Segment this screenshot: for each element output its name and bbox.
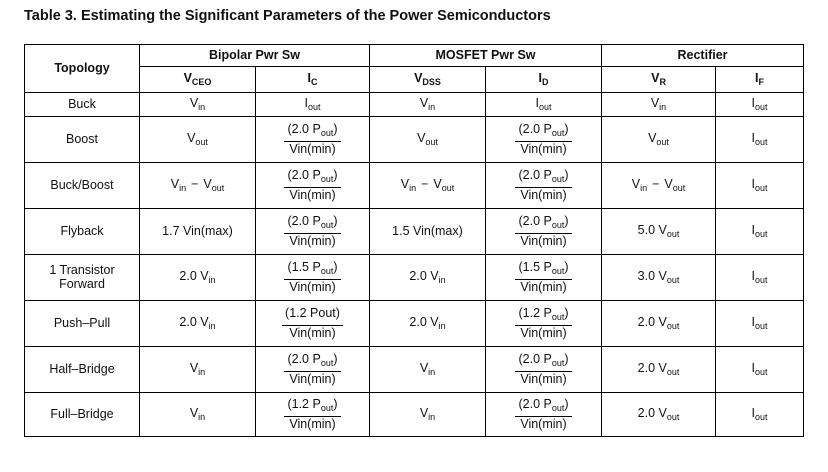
value-text: V <box>189 95 199 110</box>
value-subscript: out <box>755 366 768 377</box>
fraction-denominator: Vin(min) <box>520 326 567 341</box>
cell-if <box>716 393 804 437</box>
cell-vr <box>602 209 716 255</box>
value-subscript: out <box>666 274 680 285</box>
value-text: I <box>751 405 755 420</box>
value-subscript: out <box>538 101 552 112</box>
numerator-text: (2.0 P <box>518 351 552 366</box>
header-subscript: CEO <box>191 76 212 87</box>
value-subscript: out <box>666 366 680 377</box>
value-text: 2.0 V <box>179 314 209 329</box>
cell-if <box>716 347 804 393</box>
group-header-mosfet: MOSFET Pwr Sw <box>370 45 602 67</box>
value-text: I <box>304 95 308 110</box>
numerator-text: (2.0 P <box>518 213 552 228</box>
value-subscript: in <box>409 182 417 193</box>
value-subscript: in <box>198 366 206 377</box>
header-subscript: F <box>758 76 764 87</box>
value-text: I <box>751 360 755 375</box>
numerator-text: (1.2 P <box>518 305 552 320</box>
value-text: V <box>419 405 429 420</box>
value-text: 2.0 V <box>637 360 667 375</box>
value-text: V <box>189 405 199 420</box>
topology-header: Topology <box>25 45 140 93</box>
header-symbol: I <box>538 70 542 85</box>
header-if <box>716 67 804 93</box>
value-text: V <box>433 176 442 191</box>
numerator-subscript: out <box>551 220 565 231</box>
header-subscript: C <box>310 76 318 87</box>
cell-id <box>486 393 602 437</box>
fraction-numerator <box>515 397 571 417</box>
numerator-close: ) <box>564 167 569 182</box>
value-text: V <box>419 360 429 375</box>
group-header-rectifier: Rectifier <box>602 45 804 67</box>
fraction <box>284 260 340 295</box>
numerator-close: ) <box>333 213 338 228</box>
fraction-numerator <box>515 352 571 372</box>
value-text: 2.0 V <box>179 268 209 283</box>
fraction-denominator: Vin(min) <box>520 280 567 295</box>
cell-id <box>486 117 602 163</box>
fraction-denominator: Vin(min) <box>289 234 336 249</box>
value-text: V <box>170 176 180 191</box>
value-subscript: out <box>666 228 680 239</box>
fraction-denominator: Vin(min) <box>289 372 336 387</box>
cell-vceo <box>140 255 256 301</box>
numerator-text: (2.0 P <box>287 213 321 228</box>
value-text: V <box>187 130 196 145</box>
cell-vceo <box>140 301 256 347</box>
cell-id <box>486 93 602 117</box>
numerator-close: ) <box>333 167 338 182</box>
value-text: I <box>751 130 755 145</box>
numerator-close: ) <box>564 396 569 411</box>
cell-if <box>716 255 804 301</box>
value-subscript: out <box>425 136 438 147</box>
fraction-numerator <box>282 306 343 326</box>
cell-vr <box>602 117 716 163</box>
row-label-topology: Push–Pull <box>25 301 140 347</box>
value-subscript: in <box>428 366 436 377</box>
value-subscript: in <box>208 274 216 285</box>
table-row <box>25 393 804 437</box>
cell-vdss <box>370 117 486 163</box>
cell-vdss <box>370 301 486 347</box>
value-text: 2.0 V <box>637 314 667 329</box>
fraction-numerator <box>284 122 340 142</box>
header-subscript: D <box>542 76 549 87</box>
value-text: V <box>400 176 410 191</box>
cell-ic <box>256 93 370 117</box>
value-text: 1.7 Vin(max) <box>162 223 233 238</box>
group-header-row <box>25 45 804 67</box>
parameters-table <box>24 44 804 437</box>
row-label-topology: Boost <box>25 117 140 163</box>
value-subscript: in <box>179 182 187 193</box>
fraction-numerator <box>284 397 340 417</box>
cell-vceo <box>140 347 256 393</box>
value-subscript: out <box>755 320 768 331</box>
fraction-numerator <box>284 352 340 372</box>
value-text: I <box>751 95 755 110</box>
fraction <box>515 122 571 157</box>
fraction-denominator: Vin(min) <box>289 188 336 203</box>
fraction <box>515 168 571 203</box>
value-subscript: out <box>666 320 680 331</box>
cell-vr <box>602 347 716 393</box>
numerator-close: ) <box>564 121 569 136</box>
cell-ic <box>256 209 370 255</box>
cell-if <box>716 209 804 255</box>
cell-vr <box>602 93 716 117</box>
fraction-numerator <box>515 122 571 142</box>
row-label-topology: Flyback <box>25 209 140 255</box>
fraction-denominator: Vin(min) <box>520 234 567 249</box>
value-subscript: out <box>672 182 686 193</box>
value-subscript: out <box>755 228 768 239</box>
value-text: V <box>417 130 426 145</box>
value-text: I <box>751 222 755 237</box>
cell-vceo <box>140 393 256 437</box>
numerator-subscript: out <box>551 266 565 277</box>
value-subscript: out <box>656 136 669 147</box>
value-text: 3.0 V <box>637 268 667 283</box>
value-subscript: in <box>438 320 446 331</box>
cell-ic <box>256 117 370 163</box>
minus-operator: − <box>191 176 199 191</box>
row-label-topology: Full–Bridge <box>25 393 140 437</box>
fraction <box>515 306 571 341</box>
fraction-denominator: Vin(min) <box>520 142 567 157</box>
value-subscript: out <box>307 101 321 112</box>
numerator-text: (2.0 P <box>287 121 321 136</box>
numerator-subscript: out <box>320 403 334 414</box>
table-row <box>25 117 804 163</box>
fraction-denominator: Vin(min) <box>520 188 567 203</box>
value-subscript: out <box>441 182 455 193</box>
cell-vdss <box>370 255 486 301</box>
cell-vr <box>602 255 716 301</box>
header-vdss <box>370 67 486 93</box>
fraction-numerator <box>284 260 340 280</box>
numerator-close: ) <box>333 121 338 136</box>
cell-ic <box>256 255 370 301</box>
value-text: V <box>664 176 673 191</box>
fraction-denominator: Vin(min) <box>520 372 567 387</box>
numerator-subscript: out <box>320 266 334 277</box>
value-text: I <box>751 176 755 191</box>
row-label-topology: Half–Bridge <box>25 347 140 393</box>
value-subscript: out <box>666 411 680 422</box>
value-text: V <box>189 360 199 375</box>
value-text: I <box>751 268 755 283</box>
value-subscript: in <box>198 411 206 422</box>
value-subscript: in <box>428 411 436 422</box>
minus-operator: − <box>652 176 660 191</box>
cell-ic <box>256 163 370 209</box>
numerator-close: ) <box>564 213 569 228</box>
header-symbol: V <box>651 70 660 85</box>
cell-id <box>486 209 602 255</box>
value-subscript: in <box>640 182 648 193</box>
cell-vdss <box>370 163 486 209</box>
numerator-text: (1.5 P <box>287 259 321 274</box>
cell-if <box>716 301 804 347</box>
fraction <box>284 352 340 387</box>
value-text: V <box>650 95 660 110</box>
cell-vr <box>602 393 716 437</box>
row-label-topology: Buck <box>25 93 140 117</box>
numerator-text: (2.0 P <box>518 167 552 182</box>
value-text: V <box>203 176 212 191</box>
header-subscript: R <box>659 76 666 87</box>
value-text: V <box>631 176 641 191</box>
table-row <box>25 347 804 393</box>
numerator-text: (1.2 Pout) <box>285 305 340 320</box>
cell-vdss <box>370 93 486 117</box>
fraction-denominator: Vin(min) <box>289 280 336 295</box>
value-subscript: in <box>208 320 216 331</box>
numerator-text: (2.0 P <box>287 167 321 182</box>
value-text: 1.5 Vin(max) <box>392 223 463 238</box>
table-row <box>25 255 804 301</box>
cell-vceo <box>140 93 256 117</box>
header-vceo <box>140 67 256 93</box>
table-row <box>25 209 804 255</box>
value-subscript: in <box>659 101 667 112</box>
numerator-text: (2.0 P <box>518 121 552 136</box>
cell-vceo <box>140 163 256 209</box>
value-subscript: in <box>198 101 206 112</box>
numerator-text: (1.2 P <box>287 396 321 411</box>
numerator-text: (1.5 P <box>518 259 552 274</box>
value-subscript: out <box>755 136 768 147</box>
numerator-subscript: out <box>551 358 565 369</box>
numerator-subscript: out <box>320 128 334 139</box>
cell-id <box>486 163 602 209</box>
table-row <box>25 163 804 209</box>
fraction-denominator: Vin(min) <box>289 417 336 432</box>
numerator-close: ) <box>333 259 338 274</box>
cell-vr <box>602 163 716 209</box>
numerator-subscript: out <box>320 358 334 369</box>
fraction <box>284 214 340 249</box>
fraction-numerator <box>515 214 571 234</box>
value-text: 2.0 V <box>637 405 667 420</box>
value-subscript: out <box>211 182 225 193</box>
fraction-numerator <box>515 306 571 326</box>
cell-vceo <box>140 209 256 255</box>
fraction-numerator <box>515 260 571 280</box>
value-text: 2.0 V <box>409 268 439 283</box>
value-subscript: out <box>755 411 768 422</box>
cell-id <box>486 347 602 393</box>
header-symbol: I <box>307 70 311 85</box>
value-text: V <box>648 130 657 145</box>
cell-ic <box>256 393 370 437</box>
numerator-close: ) <box>333 351 338 366</box>
header-subscript: DSS <box>422 76 441 87</box>
numerator-close: ) <box>564 259 569 274</box>
fraction <box>284 122 340 157</box>
minus-operator: − <box>421 176 429 191</box>
numerator-subscript: out <box>551 403 565 414</box>
value-text: V <box>419 95 429 110</box>
cell-id <box>486 255 602 301</box>
cell-if <box>716 163 804 209</box>
value-text: I <box>751 314 755 329</box>
value-text: I <box>535 95 539 110</box>
fraction <box>282 306 343 341</box>
cell-vceo <box>140 117 256 163</box>
cell-vr <box>602 301 716 347</box>
fraction-numerator <box>284 214 340 234</box>
header-ic <box>256 67 370 93</box>
numerator-subscript: out <box>320 174 334 185</box>
cell-id <box>486 301 602 347</box>
fraction-denominator: Vin(min) <box>520 417 567 432</box>
parameter-header-row <box>25 67 804 93</box>
table-row <box>25 93 804 117</box>
cell-ic <box>256 301 370 347</box>
row-label-topology: Buck/Boost <box>25 163 140 209</box>
table-header <box>25 45 804 93</box>
value-text: 2.0 V <box>409 314 439 329</box>
fraction <box>515 260 571 295</box>
value-subscript: out <box>755 101 768 112</box>
fraction <box>284 168 340 203</box>
fraction-numerator <box>515 168 571 188</box>
numerator-text: (2.0 P <box>287 351 321 366</box>
numerator-text: (2.0 P <box>518 396 552 411</box>
value-subscript: out <box>755 182 768 193</box>
value-subscript: out <box>755 274 768 285</box>
cell-ic <box>256 347 370 393</box>
header-symbol: V <box>183 70 192 85</box>
fraction <box>515 214 571 249</box>
header-vr <box>602 67 716 93</box>
numerator-subscript: out <box>551 128 565 139</box>
fraction <box>515 397 571 432</box>
fraction-denominator: Vin(min) <box>289 142 336 157</box>
numerator-close: ) <box>564 351 569 366</box>
numerator-subscript: out <box>320 220 334 231</box>
value-subscript: in <box>438 274 446 285</box>
table-title: Table 3. Estimating the Significant Parameters of the Power Semiconductors <box>24 8 551 24</box>
header-symbol: V <box>414 70 423 85</box>
numerator-close: ) <box>333 396 338 411</box>
header-symbol: I <box>755 70 759 85</box>
row-label-topology: 1 Transistor Forward <box>25 255 140 301</box>
fraction <box>515 352 571 387</box>
table-body <box>25 93 804 437</box>
numerator-subscript: out <box>551 174 565 185</box>
fraction-numerator <box>284 168 340 188</box>
fraction <box>284 397 340 432</box>
value-subscript: in <box>428 101 436 112</box>
cell-vdss <box>370 209 486 255</box>
numerator-close: ) <box>564 305 569 320</box>
table-row <box>25 301 804 347</box>
group-header-bipolar: Bipolar Pwr Sw <box>140 45 370 67</box>
cell-if <box>716 117 804 163</box>
value-text: 5.0 V <box>637 222 667 237</box>
cell-if <box>716 93 804 117</box>
value-subscript: out <box>195 136 208 147</box>
numerator-subscript: out <box>551 312 565 323</box>
fraction-denominator: Vin(min) <box>289 326 336 341</box>
cell-vdss <box>370 347 486 393</box>
header-id <box>486 67 602 93</box>
cell-vdss <box>370 393 486 437</box>
